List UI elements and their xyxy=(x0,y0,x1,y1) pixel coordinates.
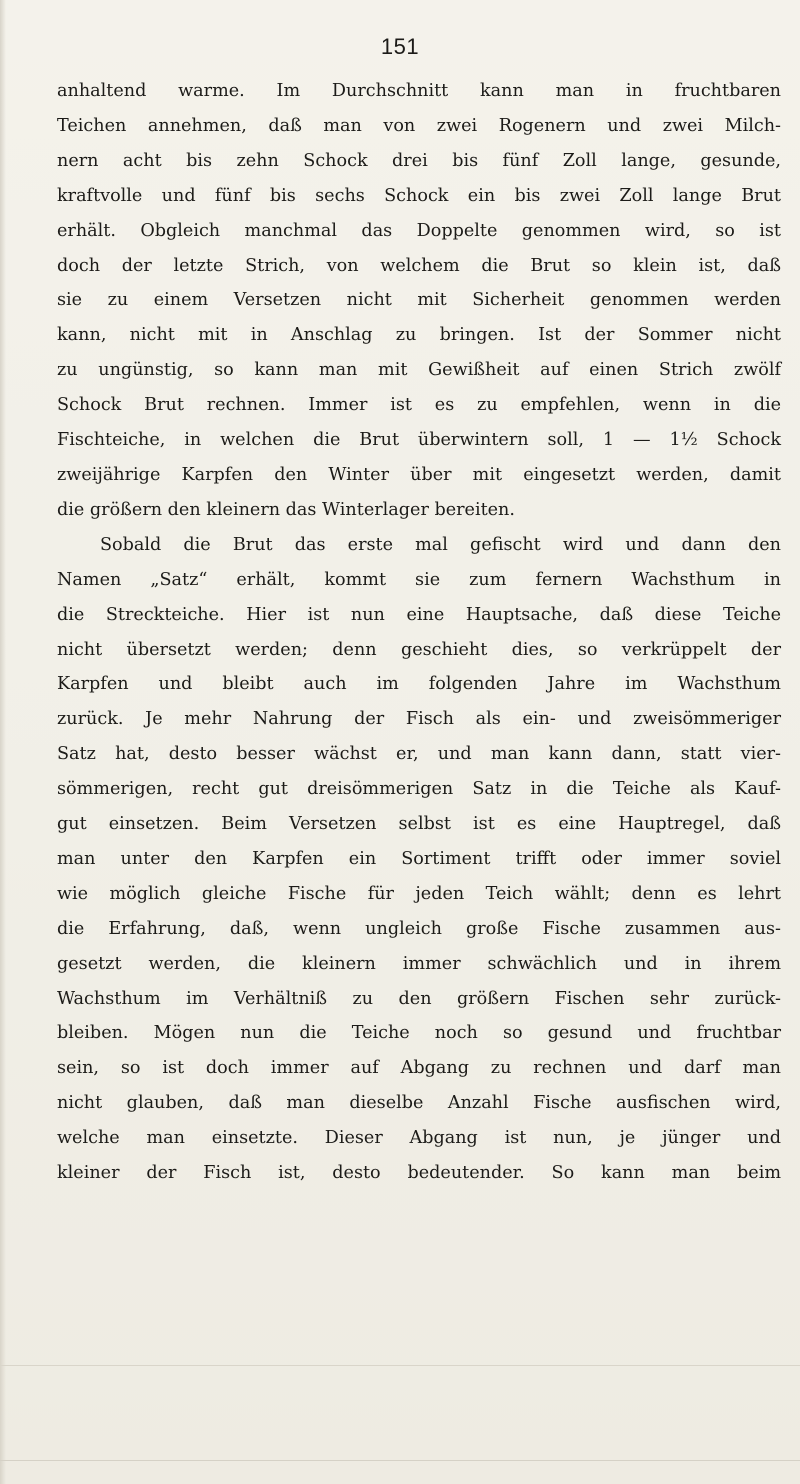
text-line: Teichen annehmen, daß man von zwei Rogenern und zwei Milch- xyxy=(57,115,781,136)
text-line: bleiben. Mögen nun die Teiche noch so gesund und fruchtbar xyxy=(57,1023,781,1044)
text-line: Sobald die Brut das erste mal gefischt wird und dann den xyxy=(100,534,781,555)
text-line: Satz hat, desto besser wächst er, und man kann dann, statt vier- xyxy=(57,744,781,765)
text-line: zu ungünstig, so kann man mit Gewißheit auf einen Strich zwölf xyxy=(57,360,781,381)
text-line: gut einsetzen. Beim Versetzen selbst ist es eine Hauptregel, daß xyxy=(57,814,781,835)
text-line: Schock Brut rechnen. Immer ist es zu empfehlen, wenn in die xyxy=(57,395,781,416)
text-line: die Streckteiche. Hier ist nun eine Hauptsache, daß diese Teiche xyxy=(57,604,781,625)
text-line: die größern den kleinern das Winterlager bereiten. xyxy=(57,499,515,520)
text-line: sömmerigen, recht gut dreisömmerigen Satz in die Teiche als Kauf- xyxy=(57,779,781,800)
text-line: gesetzt werden, die kleinern immer schwächlich und in ihrem xyxy=(57,953,781,974)
text-line: kann, nicht mit in Anschlag zu bringen. Ist der Sommer nicht xyxy=(57,325,781,346)
text-line: Fischteiche, in welchen die Brut überwintern soll, 1 — 1½ Schock xyxy=(57,430,781,451)
text-line: Namen „Satz“ erhält, kommt sie zum fernern Wachsthum in xyxy=(57,569,781,590)
text-line: welche man einsetzte. Dieser Abgang ist nun, je jünger und xyxy=(57,1128,781,1149)
text-line: kleiner der Fisch ist, desto bedeutender. So kann man beim xyxy=(57,1163,781,1184)
text-line: wie möglich gleiche Fische für jeden Teich wählt; denn es lehrt xyxy=(57,883,781,904)
text-line: Wachsthum im Verhältniß zu den größern Fischen sehr zurück- xyxy=(57,988,781,1009)
text-line: sie zu einem Versetzen nicht mit Sicherheit genommen werden xyxy=(57,290,781,311)
text-line: anhaltend warme. Im Durchschnitt kann man in fruchtbaren xyxy=(57,81,781,101)
text-line: nern acht bis zehn Schock drei bis fünf Zoll lange, gesunde, xyxy=(57,150,781,171)
text-line: man unter den Karpfen ein Sortiment trifft oder immer soviel xyxy=(57,848,781,869)
text-line: Karpfen und bleibt auch im folgenden Jahre im Wachsthum xyxy=(57,674,781,695)
text-line: erhält. Obgleich manchmal das Doppelte genommen wird, so ist xyxy=(57,220,781,241)
body-text xyxy=(57,74,781,1191)
text-line: sein, so ist doch immer auf Abgang zu rechnen und darf man xyxy=(57,1058,781,1079)
page-edge-shadow xyxy=(0,0,6,1484)
text-line: die Erfahrung, daß, wenn ungleich große Fische zusammen aus- xyxy=(57,918,781,939)
text-line: zweijährige Karpfen den Winter über mit eingesetzt werden, damit xyxy=(57,464,781,485)
text-line: nicht glauben, daß man dieselbe Anzahl Fische ausfischen wird, xyxy=(57,1093,781,1114)
text-line: kraftvolle und fünf bis sechs Schock ein bis zwei Zoll lange Brut xyxy=(57,185,781,206)
scan-margin-line xyxy=(0,1365,800,1366)
text-line: doch der letzte Strich, von welchem die Brut so klein ist, daß xyxy=(57,255,781,276)
text-line: zurück. Je mehr Nahrung der Fisch als ein- und zweisömmeriger xyxy=(57,709,781,730)
text-line: nicht übersetzt werden; denn geschieht dies, so verkrüppelt der xyxy=(57,639,781,660)
scan-margin-line xyxy=(0,1460,800,1461)
page-number: 151 xyxy=(380,34,420,59)
